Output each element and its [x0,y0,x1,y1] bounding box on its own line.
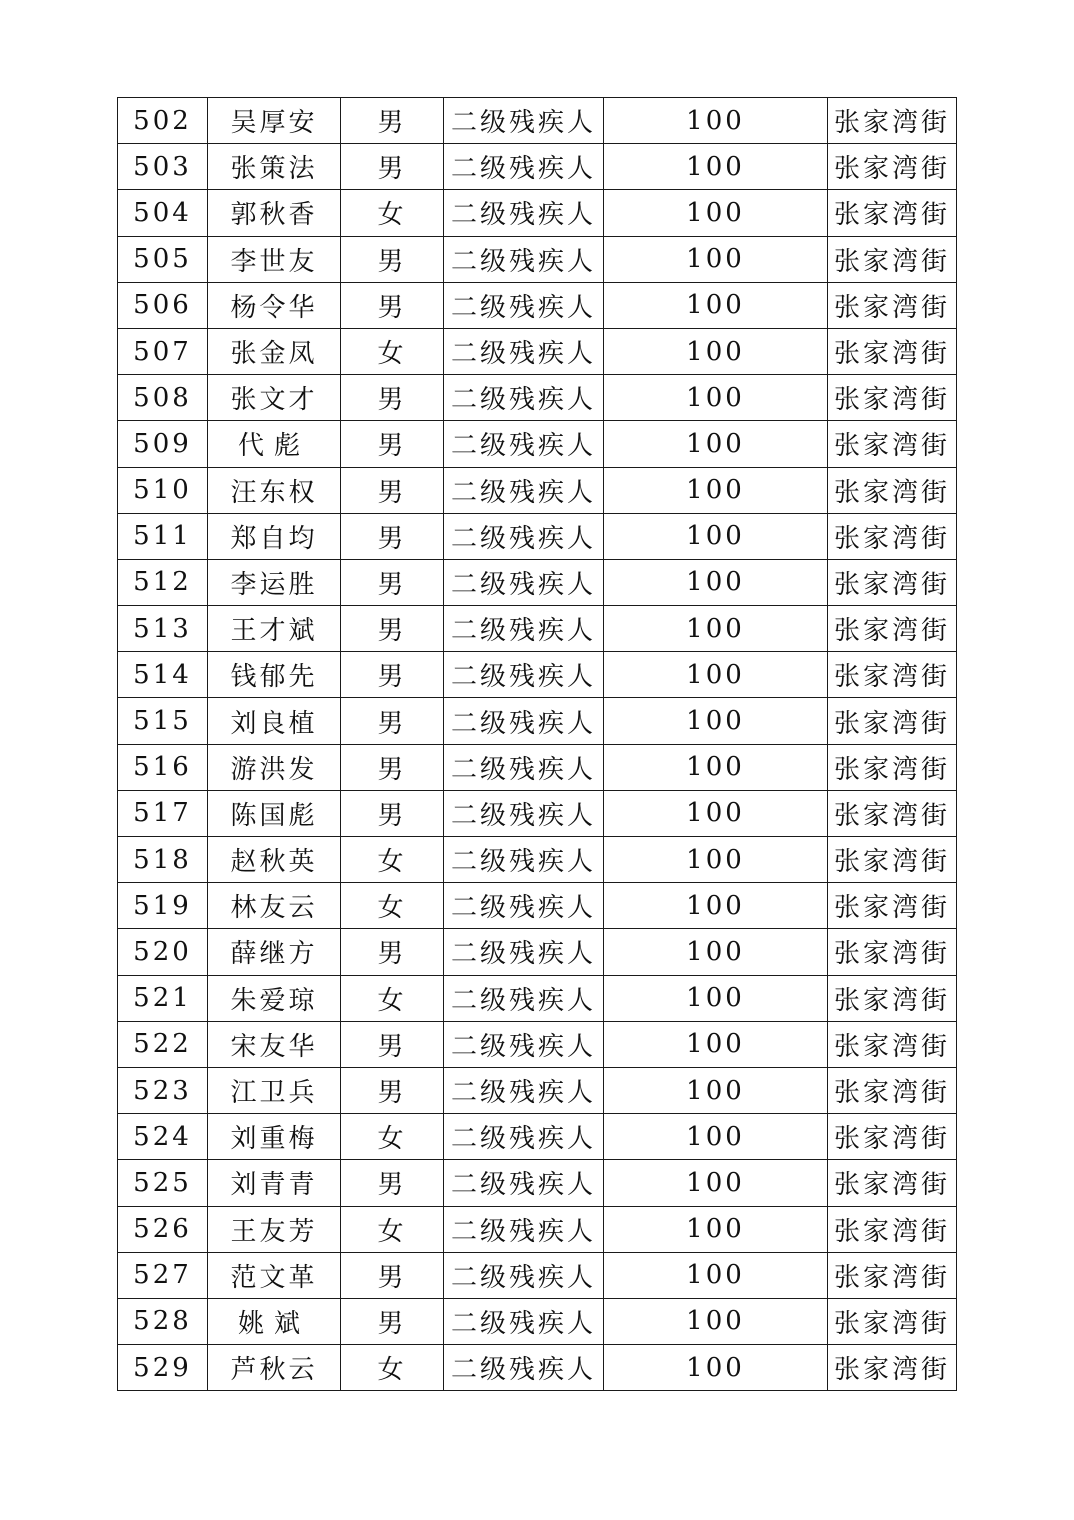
serial-number-cell: 509 [118,421,208,467]
serial-number-cell: 510 [118,467,208,513]
serial-number-cell: 502 [118,98,208,144]
serial-number-cell: 520 [118,929,208,975]
serial-number-cell: 519 [118,883,208,929]
table-row [118,467,957,513]
serial-number-cell: 528 [118,1298,208,1344]
amount-cell: 100 [604,1298,828,1344]
table-row [118,421,957,467]
name-cell: 薛继方 [208,929,341,975]
street-cell: 张家湾街 [828,975,957,1021]
table-row [118,190,957,236]
serial-number-cell: 512 [118,559,208,605]
gender-cell: 女 [341,190,444,236]
gender-cell: 男 [341,282,444,328]
street-cell: 张家湾街 [828,513,957,559]
street-cell: 张家湾街 [828,1021,957,1067]
gender-cell: 女 [341,328,444,374]
amount-cell: 100 [604,513,828,559]
amount-cell: 100 [604,837,828,883]
name-cell: 张金凤 [208,328,341,374]
amount-cell: 100 [604,190,828,236]
street-cell: 张家湾街 [828,883,957,929]
disability-category-cell: 二级残疾人 [444,698,604,744]
gender-cell: 男 [341,790,444,836]
serial-number-cell: 507 [118,328,208,374]
amount-cell: 100 [604,790,828,836]
name-cell: 郑自均 [208,513,341,559]
street-cell: 张家湾街 [828,652,957,698]
serial-number-cell: 526 [118,1206,208,1252]
gender-cell: 男 [341,467,444,513]
street-cell: 张家湾街 [828,559,957,605]
table-row [118,1021,957,1067]
amount-cell: 100 [604,98,828,144]
amount-cell: 100 [604,236,828,282]
serial-number-cell: 506 [118,282,208,328]
serial-number-cell: 513 [118,606,208,652]
disability-category-cell: 二级残疾人 [444,1160,604,1206]
serial-number-cell: 517 [118,790,208,836]
gender-cell: 男 [341,929,444,975]
amount-cell: 100 [604,144,828,190]
name-cell: 朱爱琼 [208,975,341,1021]
street-cell: 张家湾街 [828,1114,957,1160]
disability-category-cell: 二级残疾人 [444,190,604,236]
name-cell: 姚斌 [208,1298,341,1344]
disability-category-cell: 二级残疾人 [444,790,604,836]
disability-category-cell: 二级残疾人 [444,652,604,698]
name-cell: 王友芳 [208,1206,341,1252]
name-cell: 钱郁先 [208,652,341,698]
amount-cell: 100 [604,975,828,1021]
gender-cell: 男 [341,698,444,744]
name-cell: 李世友 [208,236,341,282]
street-cell: 张家湾街 [828,790,957,836]
serial-number-cell: 529 [118,1345,208,1391]
street-cell: 张家湾街 [828,837,957,883]
serial-number-cell: 518 [118,837,208,883]
serial-number-cell: 511 [118,513,208,559]
street-cell: 张家湾街 [828,282,957,328]
gender-cell: 男 [341,98,444,144]
amount-cell: 100 [604,744,828,790]
disability-category-cell: 二级残疾人 [444,975,604,1021]
disability-category-cell: 二级残疾人 [444,559,604,605]
street-cell: 张家湾街 [828,1345,957,1391]
serial-number-cell: 504 [118,190,208,236]
amount-cell: 100 [604,1021,828,1067]
name-cell: 张文才 [208,375,341,421]
name-cell: 刘良植 [208,698,341,744]
gender-cell: 男 [341,1021,444,1067]
name-cell: 芦秋云 [208,1345,341,1391]
street-cell: 张家湾街 [828,929,957,975]
serial-number-cell: 521 [118,975,208,1021]
serial-number-cell: 516 [118,744,208,790]
amount-cell: 100 [604,652,828,698]
serial-number-cell: 505 [118,236,208,282]
name-cell: 吴厚安 [208,98,341,144]
gender-cell: 男 [341,559,444,605]
street-cell: 张家湾街 [828,375,957,421]
name-cell: 张策法 [208,144,341,190]
amount-cell: 100 [604,1160,828,1206]
serial-number-cell: 515 [118,698,208,744]
street-cell: 张家湾街 [828,1067,957,1113]
serial-number-cell: 524 [118,1114,208,1160]
disability-category-cell: 二级残疾人 [444,837,604,883]
gender-cell: 女 [341,975,444,1021]
table-row [118,744,957,790]
gender-cell: 男 [341,375,444,421]
table-row [118,1160,957,1206]
name-cell: 赵秋英 [208,837,341,883]
gender-cell: 男 [341,606,444,652]
street-cell: 张家湾街 [828,190,957,236]
serial-number-cell: 514 [118,652,208,698]
gender-cell: 男 [341,744,444,790]
amount-cell: 100 [604,883,828,929]
table-row [118,929,957,975]
disability-category-cell: 二级残疾人 [444,1114,604,1160]
gender-cell: 女 [341,837,444,883]
amount-cell: 100 [604,282,828,328]
disability-category-cell: 二级残疾人 [444,328,604,374]
disability-category-cell: 二级残疾人 [444,1252,604,1298]
street-cell: 张家湾街 [828,1298,957,1344]
table-row [118,513,957,559]
amount-cell: 100 [604,421,828,467]
gender-cell: 男 [341,236,444,282]
roster-table-body [118,98,957,1391]
gender-cell: 女 [341,1206,444,1252]
table-row [118,144,957,190]
gender-cell: 男 [341,1067,444,1113]
amount-cell: 100 [604,1252,828,1298]
table-row [118,606,957,652]
disability-category-cell: 二级残疾人 [444,236,604,282]
name-cell: 游洪发 [208,744,341,790]
gender-cell: 女 [341,1114,444,1160]
name-cell: 杨令华 [208,282,341,328]
gender-cell: 男 [341,1252,444,1298]
serial-number-cell: 503 [118,144,208,190]
amount-cell: 100 [604,929,828,975]
table-row [118,1252,957,1298]
table-row [118,1067,957,1113]
name-cell: 刘青青 [208,1160,341,1206]
name-cell: 宋友华 [208,1021,341,1067]
table-row [118,652,957,698]
disability-category-cell: 二级残疾人 [444,883,604,929]
street-cell: 张家湾街 [828,144,957,190]
table-row [118,883,957,929]
serial-number-cell: 525 [118,1160,208,1206]
name-cell: 郭秋香 [208,190,341,236]
name-cell: 林友云 [208,883,341,929]
table-row [118,1345,957,1391]
street-cell: 张家湾街 [828,1206,957,1252]
table-row [118,1206,957,1252]
table-row [118,328,957,374]
table-row [118,559,957,605]
table-row [118,282,957,328]
roster-table [117,97,957,1391]
amount-cell: 100 [604,1114,828,1160]
name-cell: 王才斌 [208,606,341,652]
name-cell: 江卫兵 [208,1067,341,1113]
amount-cell: 100 [604,559,828,605]
street-cell: 张家湾街 [828,1252,957,1298]
table-row [118,98,957,144]
gender-cell: 男 [341,421,444,467]
amount-cell: 100 [604,606,828,652]
disability-category-cell: 二级残疾人 [444,467,604,513]
amount-cell: 100 [604,698,828,744]
disability-category-cell: 二级残疾人 [444,98,604,144]
gender-cell: 男 [341,1160,444,1206]
table-row [118,1298,957,1344]
serial-number-cell: 508 [118,375,208,421]
amount-cell: 100 [604,1067,828,1113]
disability-category-cell: 二级残疾人 [444,375,604,421]
disability-category-cell: 二级残疾人 [444,1021,604,1067]
disability-category-cell: 二级残疾人 [444,1206,604,1252]
disability-category-cell: 二级残疾人 [444,1345,604,1391]
name-cell: 刘重梅 [208,1114,341,1160]
disability-category-cell: 二级残疾人 [444,1067,604,1113]
amount-cell: 100 [604,328,828,374]
disability-category-cell: 二级残疾人 [444,144,604,190]
disability-category-cell: 二级残疾人 [444,282,604,328]
street-cell: 张家湾街 [828,328,957,374]
gender-cell: 女 [341,1345,444,1391]
serial-number-cell: 527 [118,1252,208,1298]
name-cell: 范文革 [208,1252,341,1298]
disability-category-cell: 二级残疾人 [444,1298,604,1344]
name-cell: 陈国彪 [208,790,341,836]
street-cell: 张家湾街 [828,744,957,790]
serial-number-cell: 522 [118,1021,208,1067]
table-row [118,698,957,744]
gender-cell: 男 [341,144,444,190]
street-cell: 张家湾街 [828,236,957,282]
disability-category-cell: 二级残疾人 [444,606,604,652]
name-cell: 代彪 [208,421,341,467]
street-cell: 张家湾街 [828,467,957,513]
gender-cell: 男 [341,513,444,559]
amount-cell: 100 [604,1345,828,1391]
gender-cell: 女 [341,883,444,929]
gender-cell: 男 [341,1298,444,1344]
gender-cell: 男 [341,652,444,698]
disability-category-cell: 二级残疾人 [444,744,604,790]
serial-number-cell: 523 [118,1067,208,1113]
table-row [118,837,957,883]
disability-category-cell: 二级残疾人 [444,929,604,975]
disability-category-cell: 二级残疾人 [444,421,604,467]
table-row [118,1114,957,1160]
street-cell: 张家湾街 [828,606,957,652]
amount-cell: 100 [604,375,828,421]
amount-cell: 100 [604,467,828,513]
disability-category-cell: 二级残疾人 [444,513,604,559]
table-row [118,375,957,421]
name-cell: 李运胜 [208,559,341,605]
table-row [118,236,957,282]
street-cell: 张家湾街 [828,698,957,744]
street-cell: 张家湾街 [828,98,957,144]
street-cell: 张家湾街 [828,1160,957,1206]
table-row [118,790,957,836]
street-cell: 张家湾街 [828,421,957,467]
table-row [118,975,957,1021]
name-cell: 汪东权 [208,467,341,513]
amount-cell: 100 [604,1206,828,1252]
